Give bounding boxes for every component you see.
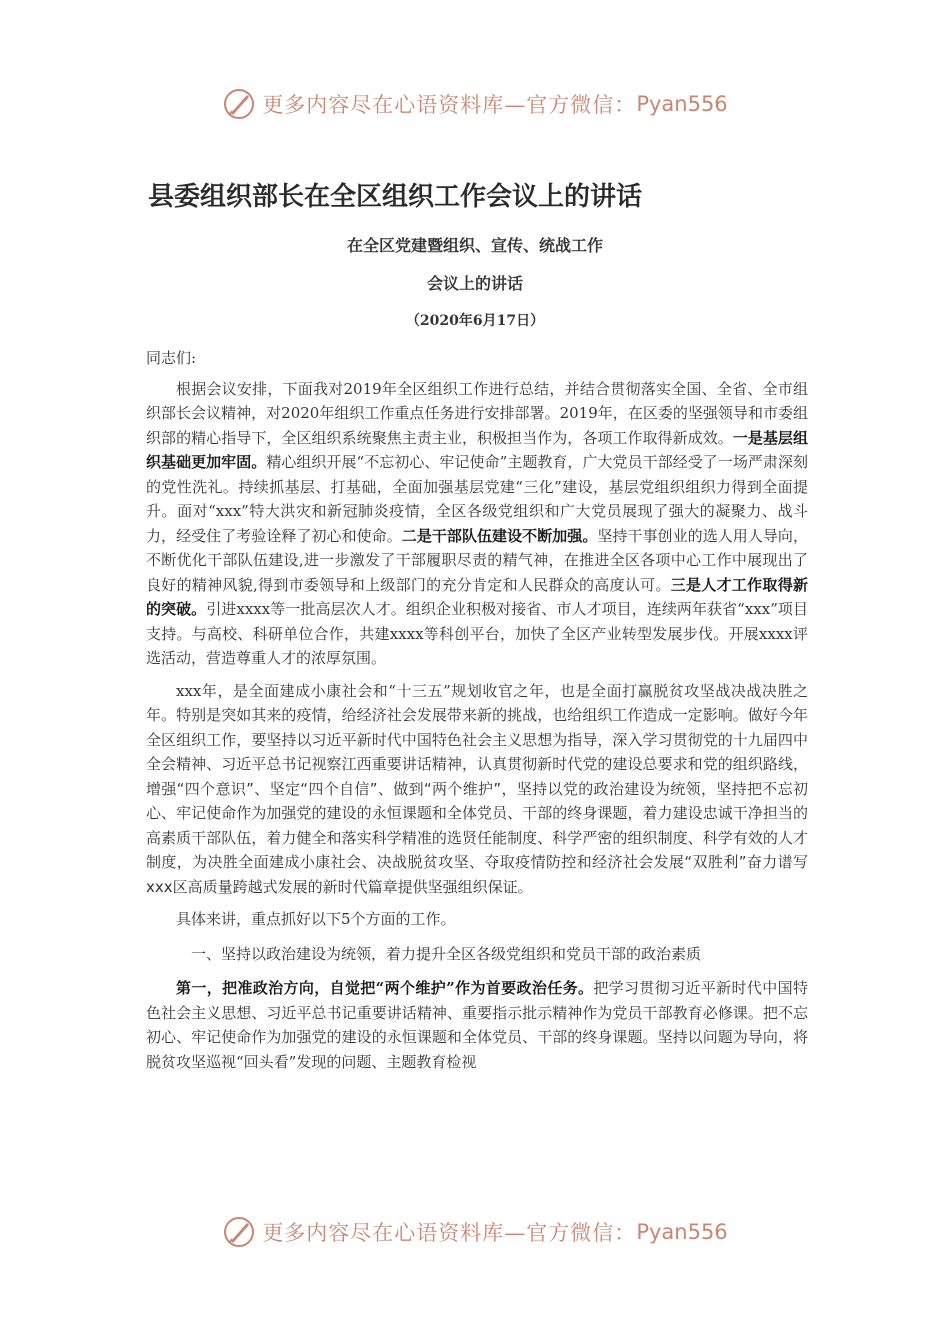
- document-body: [146, 346, 808, 1082]
- greeting: 同志们:: [146, 349, 197, 367]
- subtitle-line-2: 会议上的讲话: [426, 274, 523, 293]
- quill-pen-circle-icon: [222, 1215, 256, 1249]
- point-1-heading: 第一，把准政治方向，自觉把“两个维护”作为首要政治任务。: [176, 979, 594, 997]
- watermark-text: 更多内容尽在心语资料库—官方微信：: [262, 1221, 637, 1245]
- watermark-banner-bottom: [0, 1212, 950, 1252]
- watermark-wechat-id: Pyan556: [636, 92, 728, 116]
- quill-pen-circle-icon: [222, 87, 256, 121]
- summary-text-2: 精心组织开展“不忘初心、牢记使命”主题教育，广大党员干部经受了一场严肃深刻的党性洗礼。持续抓基层、打基础，全面加强基层党建“三化”建设，基层党组织组织力得到全面提升。面对“xxx”特大洪灾和新冠肺炎疫情，全区各级党组织和广大党员展现了强大的凝聚力、战斗力，经受住了考验诠释了初心和使命。: [146, 453, 808, 545]
- summary-text-4: 引进xxxx等一批高层次人才。组织企业积极对接省、市人才项目，连续两年获省“xxx”项目支持。与高校、科研单位合作，共建xxxx等科创平台，加快了全区产业转型发展步伐。开展xxxx评选活动，营造尊重人才的浓厚氛围。: [146, 600, 808, 667]
- highlight-grassroots: 一是基层组织基础更加牢固。: [146, 428, 808, 471]
- watermark-text: 更多内容尽在心语资料库—官方微信：: [262, 93, 637, 117]
- paragraph-guidance: [146, 679, 808, 900]
- point-1-text: 把学习贯彻习近平新时代中国特色社会主义思想、习近平总书记重要讲话精神、重要指示批示精神作为党员干部教育必修课。把不忘初心、牢记使命作为加强党的建设的永恒课题和全体党员、干部的终身课题。坚持以问题为导向，将脱贫攻坚巡视“回头看”发现的问题、主题教育检视: [146, 979, 808, 1071]
- paragraph-summary: [146, 377, 808, 671]
- highlight-cadres: 二是干部队伍建设不断加强。: [401, 526, 598, 545]
- paragraph-intro: 具体来讲，重点抓好以下5个方面的工作。: [176, 910, 456, 928]
- section-heading-1: 一、坚持以政治建设为统领，着力提升全区各级党组织和党员干部的政治素质: [191, 944, 702, 963]
- paragraph-point-1: [146, 976, 808, 1074]
- document-title: 县委组织部长在全区组织工作会议上的讲话: [148, 182, 643, 212]
- subtitle-line-1: 在全区党建暨组织、宣传、统战工作: [346, 236, 603, 255]
- guidance-emphasis: 要坚持以习近平新时代中国特色社会主义思想为指导，深入学习贯彻党的十九届四中全会精神、习近平总书记视察江西重要讲话精神，认真贯彻新时代党的建设总要求和党的组织路线，增强“四个意识”、坚定“四个自信”、做到“两个维护”，坚持以党的政治建设为统领，坚持把不忘初心、牢记使命作为加强党的建设的永恒课题和全体党员、干部的终身课题，着力建设忠诚干净担当的高素质干部队伍，着力健全和落实科学精准的选贤任能制度、科学严密的组织制度、科学有效的人才制度，为决胜全面建成小康社会、决战脱贫攻坚、夺取疫情防控和经济社会发展“双胜利”奋力谱写xxx区高质量跨越式发展的新时代篇章提供坚强组织保证。: [146, 730, 808, 896]
- summary-text-3: 坚持干事创业的选人用人导向，不断优化干部队伍建设,进一步激发了干部履职尽责的精气神，在推进全区各项中心工作中展现出了良好的精神风貌,得到市委领导和上级部门的充分肯定和人民群众的高度认可。: [146, 526, 808, 594]
- guidance-text: xxx年，是全面建成小康社会和“十三五”规划收官之年，也是全面打赢脱贫攻坚战决战决胜之年。特别是突如其来的疫情，给经济社会发展带来新的挑战，也给组织工作造成一定影响。做好今年全区组织工作，: [146, 681, 808, 749]
- speech-date: （2020年6月17日）: [405, 313, 545, 329]
- watermark-wechat-id: Pyan556: [636, 1220, 728, 1244]
- watermark-banner-top: [0, 84, 950, 124]
- summary-text: 根据会议安排，下面我对2019年全区组织工作进行总结，并结合贯彻落实全国、全省、全市组织部长会议精神，对2020年组织工作重点任务进行安排部署。2019年，在区委的坚强领导和市委组织部的精心指导下，全区组织系统聚焦主责主业，积极担当作为，各项工作取得新成效。: [146, 379, 808, 447]
- highlight-talent: 三是人才工作取得新的突破。: [146, 575, 808, 618]
